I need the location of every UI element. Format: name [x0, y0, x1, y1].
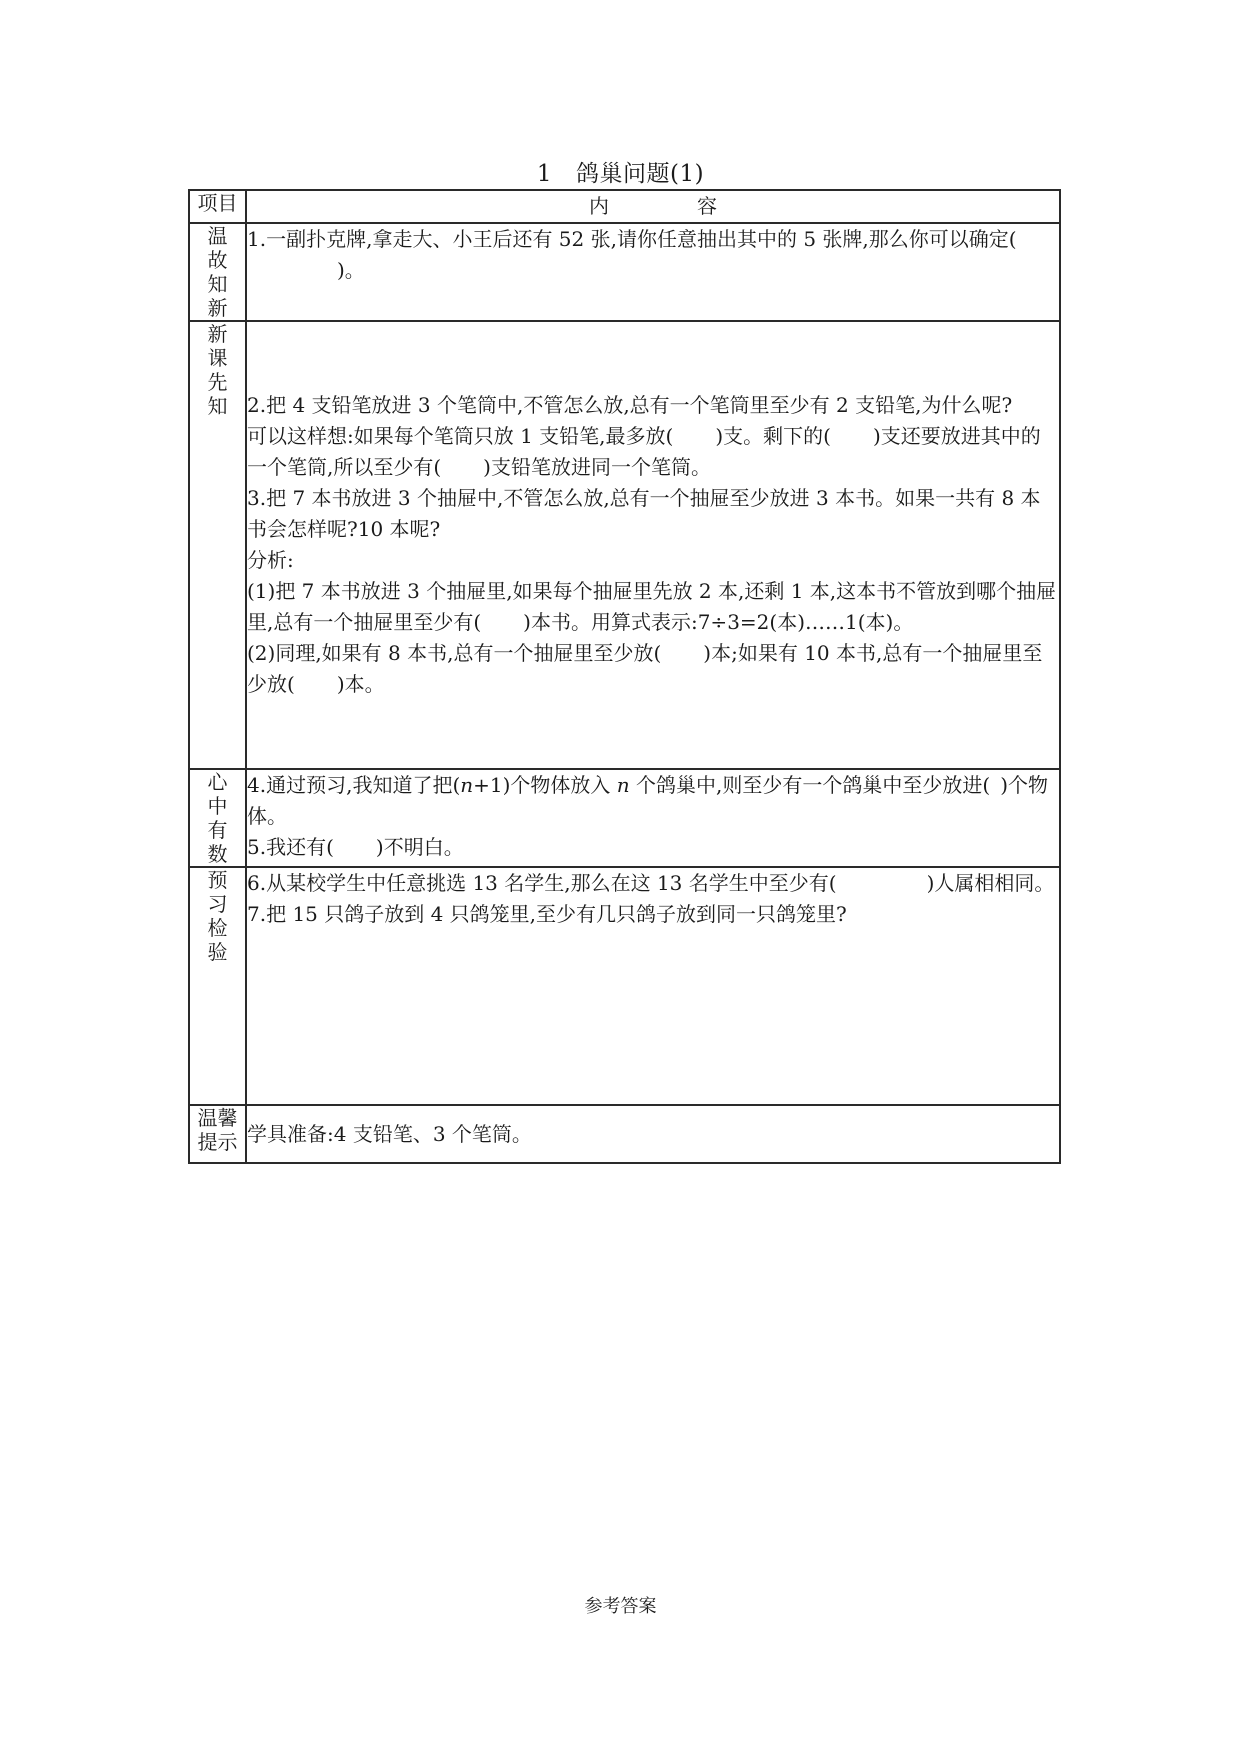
preview-worksheet-table — [188, 189, 1061, 1164]
text-span: )人属相相同。 — [926, 871, 1055, 895]
text-span: 个鸽巢中,则至少有一个鸽巢中至少放进( — [629, 773, 991, 797]
text-span: )支。剩下的( — [715, 424, 831, 448]
label-char: 知 — [207, 394, 228, 418]
label-char: 新 — [207, 296, 228, 320]
text-span: )个物体。 — [247, 773, 1049, 828]
summary-row — [189, 769, 1060, 867]
answer-key-link[interactable]: 参考答案 — [584, 1596, 657, 1617]
text-span: )支还要放进其中的一个笔筒,所以至少有( — [247, 424, 1041, 479]
label-char: 数 — [207, 842, 228, 866]
text-span: 4.通过预习,我知道了把( — [247, 773, 461, 797]
analysis-heading: 分析: — [247, 548, 294, 572]
label-char: 习 — [207, 892, 228, 916]
lesson-number: 1 — [536, 161, 553, 187]
text-span: )不明白。 — [375, 835, 464, 859]
label-char: 故 — [207, 248, 228, 272]
label-char: 有 — [207, 818, 228, 842]
text-span: (2)同理,如果有 8 本书,总有一个抽屉里至少放( — [247, 641, 662, 665]
question-4 — [247, 770, 1059, 832]
review-content — [246, 223, 1060, 321]
text-span: 5.我还有( — [247, 835, 334, 859]
text-span: +1)个物体放入 — [473, 773, 617, 797]
label-char: 检 — [207, 916, 228, 940]
label-char: 中 — [207, 794, 228, 818]
text-span: 6.从某校学生中任意挑选 13 名学生,那么在这 13 名学生中至少有( — [247, 871, 837, 895]
question-1-text: 1.一副扑克牌,拿走大、小王后还有 52 张,请你任意抽出其中的 5 张牌,那么你可以确定( — [247, 227, 1017, 251]
review-row — [189, 223, 1060, 321]
analysis-1 — [247, 576, 1059, 638]
question-2: 2.把 4 支铅笔放进 3 个笔筒中,不管怎么放,总有一个笔筒里至少有 2 支铅笔,为什么呢? — [247, 393, 1013, 417]
check-label — [189, 867, 246, 1105]
question-6 — [247, 868, 1059, 899]
variable-n: n — [460, 773, 474, 797]
table-header-row — [189, 190, 1060, 223]
text-span: )本;如果有 10 本书,总有一个抽屉里至少放( — [247, 641, 1043, 696]
question-5 — [247, 832, 1059, 863]
question-1-end: )。 — [337, 258, 365, 282]
review-label — [189, 223, 246, 321]
summary-content — [246, 769, 1060, 867]
new-lesson-row — [189, 321, 1060, 769]
text-span: )本。 — [336, 672, 385, 696]
text-span: (1)把 7 本书放进 3 个抽屉里,如果每个抽屉里先放 2 本,还剩 1 本,这本书不管放到哪个抽屉里,总有一个抽屉里至少有( — [247, 579, 1057, 634]
text-span: )本书。用算式表示:7÷3=2(本)……1(本)。 — [523, 610, 914, 634]
header-content-cell: 内 容 — [246, 190, 1060, 223]
question-7: 7.把 15 只鸽子放到 4 只鸽笼里,至少有几只鸽子放到同一只鸽笼里? — [247, 902, 847, 926]
question-1 — [247, 224, 1059, 286]
lesson-title: 鸽巢问题(1) — [576, 161, 705, 187]
text-span: 可以这样想:如果每个笔筒只放 1 支铅笔,最多放( — [247, 424, 674, 448]
new-lesson-label — [189, 321, 246, 769]
label-char: 温 — [207, 224, 228, 248]
label-char: 心 — [207, 770, 228, 794]
label-char: 新 — [207, 322, 228, 346]
new-lesson-content — [246, 321, 1060, 769]
label-char: 提示 — [197, 1130, 238, 1154]
check-row — [189, 867, 1060, 1105]
question-2-reasoning — [247, 421, 1059, 483]
label-char: 预 — [207, 868, 228, 892]
tips-content: 学具准备:4 支铅笔、3 个笔筒。 — [246, 1105, 1060, 1163]
tips-label — [189, 1105, 246, 1163]
label-char: 温馨 — [197, 1106, 238, 1130]
header-item-cell: 项目 — [189, 190, 246, 223]
check-content — [246, 867, 1060, 1105]
summary-label — [189, 769, 246, 867]
text-span: )支铅笔放进同一个笔筒。 — [483, 455, 711, 479]
question-3: 3.把 7 本书放进 3 个抽屉中,不管怎么放,总有一个抽屉至少放进 3 本书。如果一共有 8 本书会怎样呢?10 本呢? — [247, 486, 1041, 541]
analysis-2 — [247, 638, 1059, 700]
label-char: 知 — [207, 272, 228, 296]
tips-row — [189, 1105, 1060, 1163]
page-title — [0, 155, 1241, 188]
variable-n: n — [616, 773, 630, 797]
label-char: 验 — [207, 940, 228, 964]
label-char: 先 — [207, 370, 228, 394]
label-char: 课 — [207, 346, 228, 370]
